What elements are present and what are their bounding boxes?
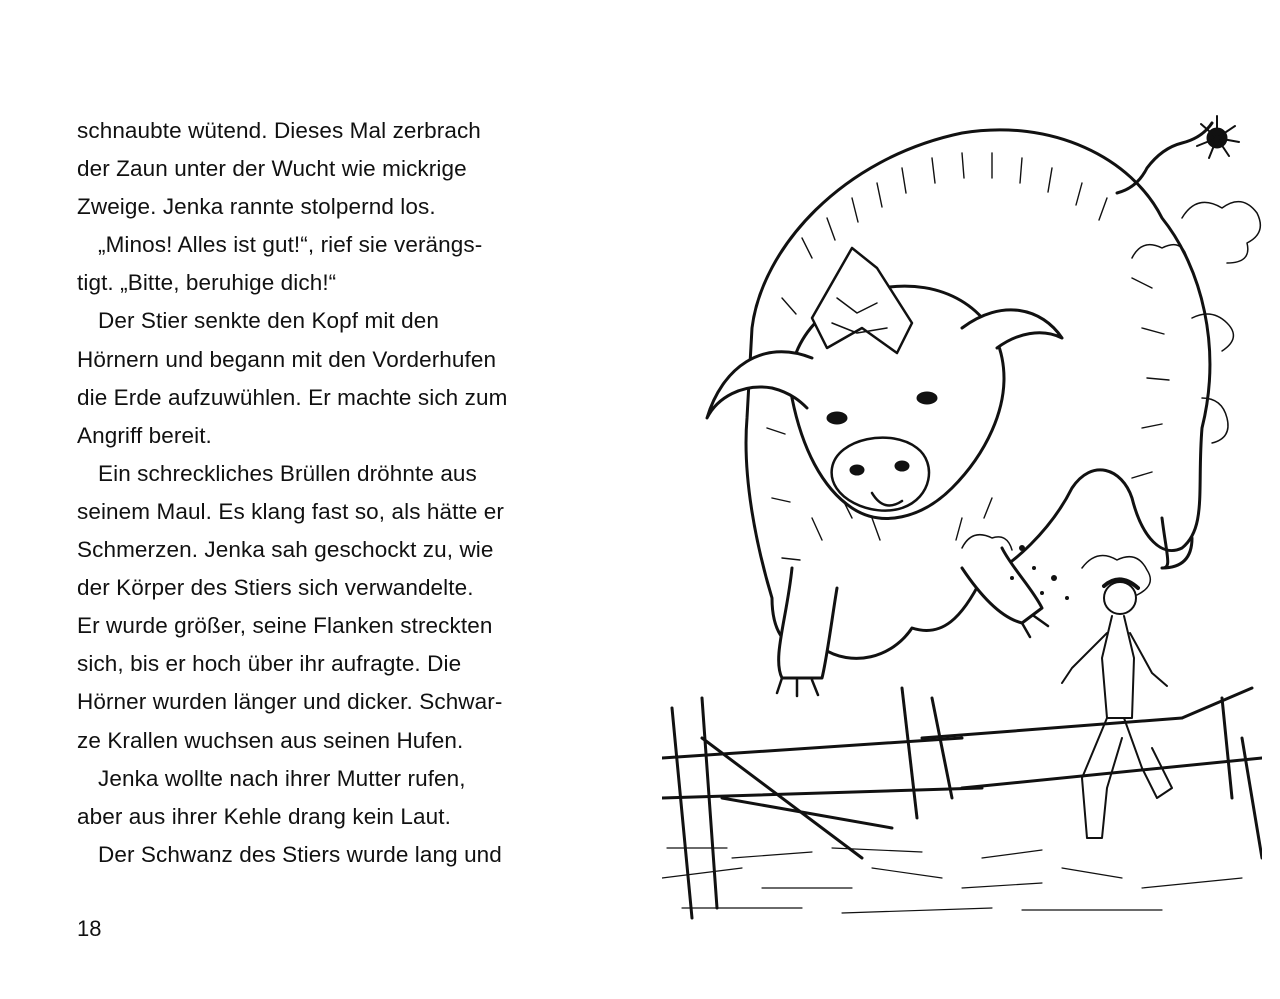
text-line: Schmerzen. Jenka sah geschockt zu, wie [77, 537, 494, 563]
text-line: seinem Maul. Es klang fast so, als hätte er [77, 498, 504, 524]
text-line: Ein schreckliches Brüllen dröhnte aus [98, 460, 477, 486]
text-line: Jenka wollte nach ihrer Mutter rufen, [98, 765, 466, 791]
text-line: sich, bis er hoch über ihr aufragte. Die [77, 651, 462, 677]
text-line: Hörner wurden länger und dicker. Schwar- [77, 689, 503, 715]
text-line: schnaubte wütend. Dieses Mal zerbrach [77, 118, 481, 143]
text-line: Er wurde größer, seine Flanken streckten [77, 613, 493, 639]
text-line: der Zaun unter der Wucht wie mickrige [77, 156, 467, 182]
text-line: Zweige. Jenka rannte stolpernd los. [77, 194, 436, 220]
text-line: „Minos! Alles ist gut!“, rief sie verängs- [98, 232, 483, 258]
page-number: 18 [77, 916, 102, 941]
text-line: Der Stier senkte den Kopf mit den [98, 308, 439, 334]
text-line: die Erde aufzuwühlen. Er machte sich zum [77, 384, 508, 410]
text-line: tigt. „Bitte, beruhige dich!“ [77, 270, 337, 296]
text-line: Hörnern und begann mit den Vorderhufen [77, 346, 497, 372]
text-line: Angriff bereit. [77, 422, 212, 448]
text-line: Der Schwanz des Stiers wurde lang und [98, 841, 502, 867]
bull-illustration [662, 98, 1262, 920]
body-text [77, 112, 577, 874]
text-line: ze Krallen wuchsen aus seinen Hufen. [77, 727, 464, 753]
text-line: aber aus ihrer Kehle drang kein Laut. [77, 803, 451, 829]
text-line: der Körper des Stiers sich verwandelte. [77, 575, 474, 601]
